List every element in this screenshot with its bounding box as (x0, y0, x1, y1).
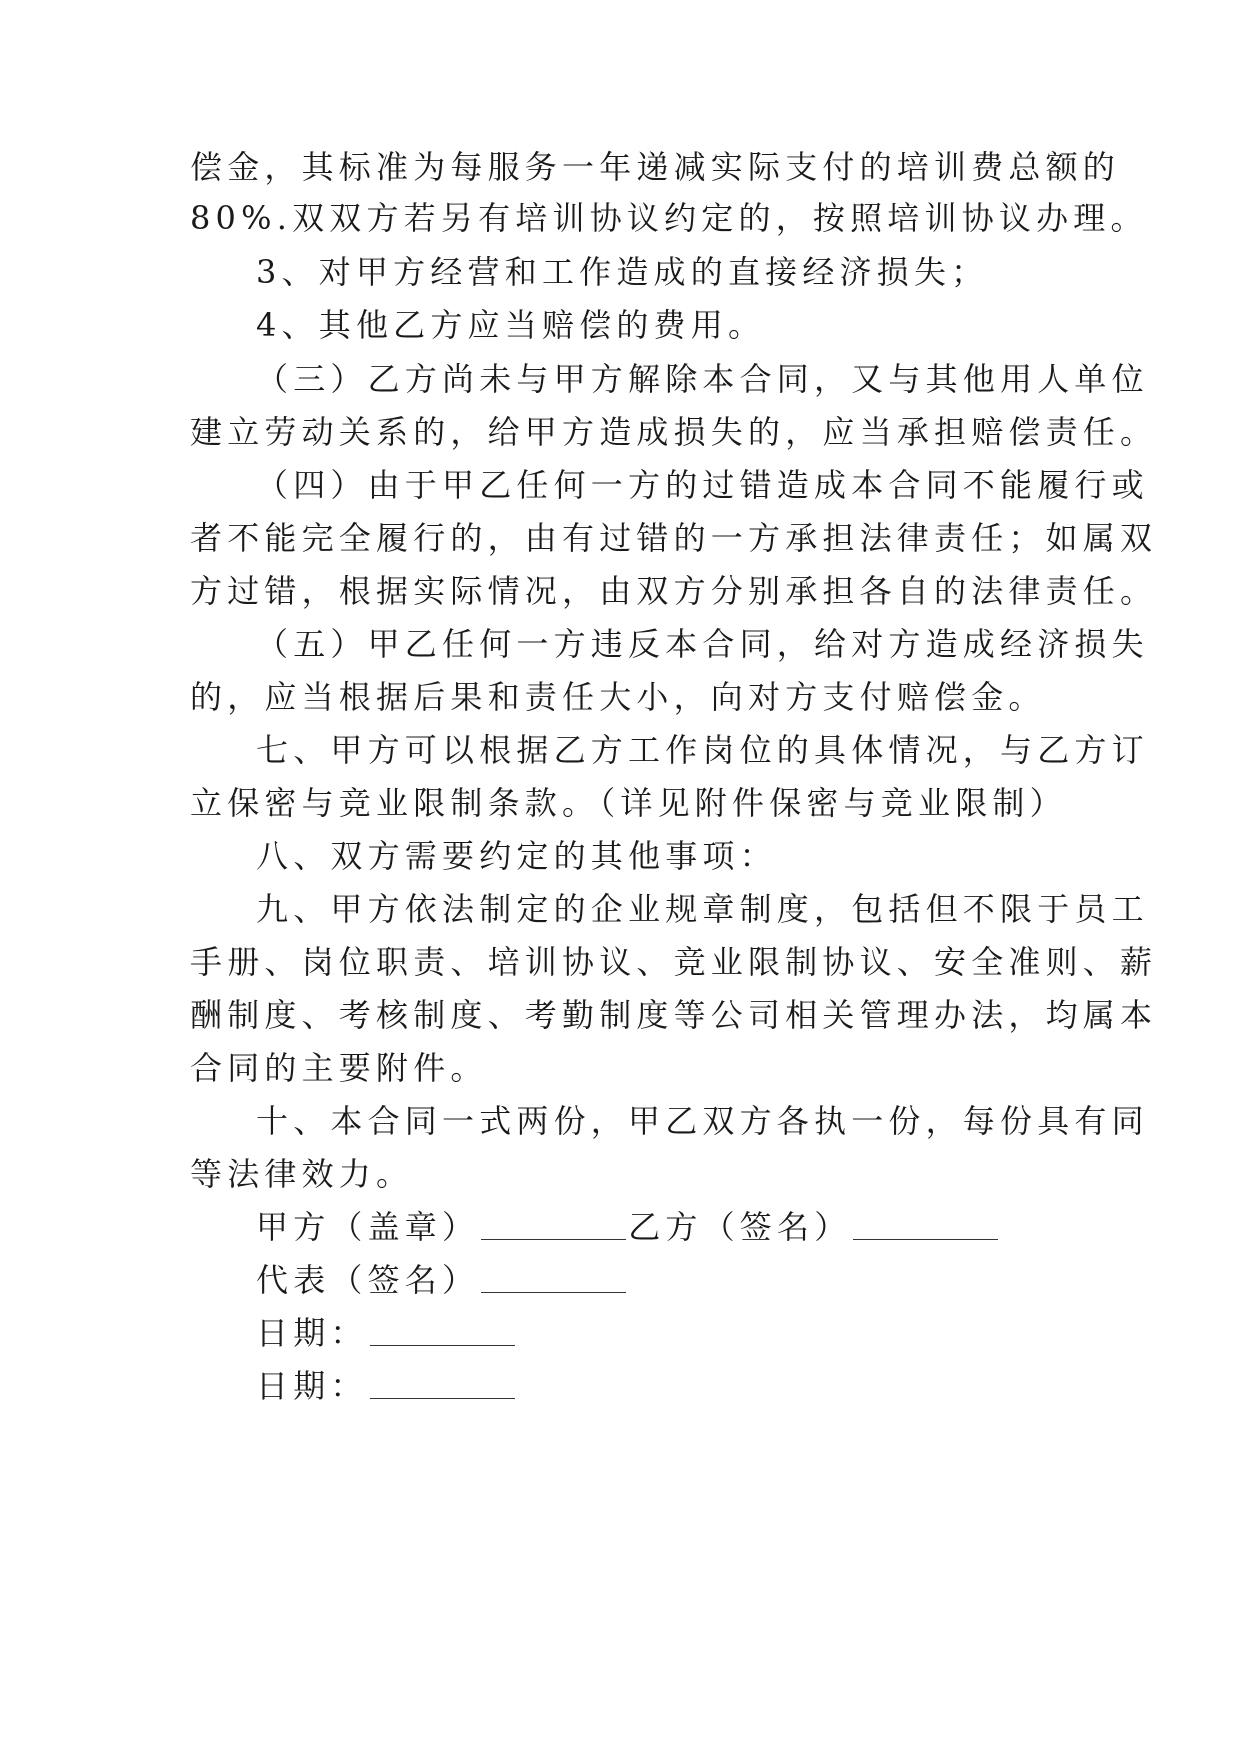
article-seven-line: 七、甲方可以根据乙方工作岗位的具体情况，与乙方订 (256, 731, 1149, 769)
signature-row-representative (256, 1258, 628, 1302)
party-a-label: 甲方（盖章） (256, 1208, 480, 1246)
paragraph-line: 的，应当根据后果和责任大小，向对方支付赔偿金。 (190, 678, 1046, 716)
party-b-signature-blank[interactable] (853, 1237, 998, 1240)
clause-item-3: 3、对甲方经营和工作造成的直接经济损失； (256, 253, 989, 291)
paragraph-line: 合同的主要附件。 (190, 1049, 488, 1087)
paragraph-line: 酬制度、考核制度、考勤制度等公司相关管理办法，均属本 (190, 996, 1158, 1034)
clause-five-line: （五）甲乙任何一方违反本合同，给对方造成经济损失 (256, 625, 1149, 663)
date-label-1: 日期： (256, 1314, 368, 1352)
paragraph-line: 方过错，根据实际情况，由双方分别承担各自的法律责任。 (190, 572, 1158, 610)
paragraph-line: 等法律效力。 (190, 1155, 414, 1193)
paragraph-line: 者不能完全履行的，由有过错的一方承担法律责任；如属双 (190, 519, 1158, 557)
representative-label: 代表（签名） (256, 1261, 480, 1299)
paragraph-line: 手册、岗位职责、培训协议、竞业限制协议、安全准则、薪 (190, 943, 1158, 981)
paragraph-line: 立保密与竞业限制条款。（详见附件保密与竞业限制） (190, 784, 1067, 822)
paragraph-line: 建立劳动关系的，给甲方造成损失的，应当承担赔偿责任。 (190, 413, 1158, 451)
paragraph-line: 80%.双双方若另有培训协议约定的，按照培训协议办理。 (190, 199, 1148, 237)
party-b-label: 乙方（签名） (628, 1208, 852, 1246)
party-a-signature-blank[interactable] (481, 1237, 626, 1240)
article-ten-line: 十、本合同一式两份，甲乙双方各执一份，每份具有同 (256, 1102, 1149, 1140)
date-blank-2[interactable] (370, 1396, 515, 1399)
representative-signature-blank[interactable] (481, 1290, 626, 1293)
clause-four-line: （四）由于甲乙任何一方的过错造成本合同不能履行或 (256, 466, 1149, 504)
signature-row-date-1 (256, 1311, 517, 1355)
article-nine-line: 九、甲方依法制定的企业规章制度，包括但不限于员工 (256, 890, 1149, 928)
paragraph-line: 偿金，其标准为每服务一年递减实际支付的培训费总额的 (190, 148, 1121, 186)
signature-row-date-2 (256, 1364, 517, 1408)
clause-item-4: 4、其他乙方应当赔偿的费用。 (256, 306, 766, 344)
clause-three-line: （三）乙方尚未与甲方解除本合同，又与其他用人单位 (256, 360, 1149, 398)
signature-row-parties (256, 1205, 1000, 1249)
date-blank-1[interactable] (370, 1343, 515, 1346)
date-label-2: 日期： (256, 1367, 368, 1405)
article-eight-line: 八、双方需要约定的其他事项： (256, 837, 777, 875)
